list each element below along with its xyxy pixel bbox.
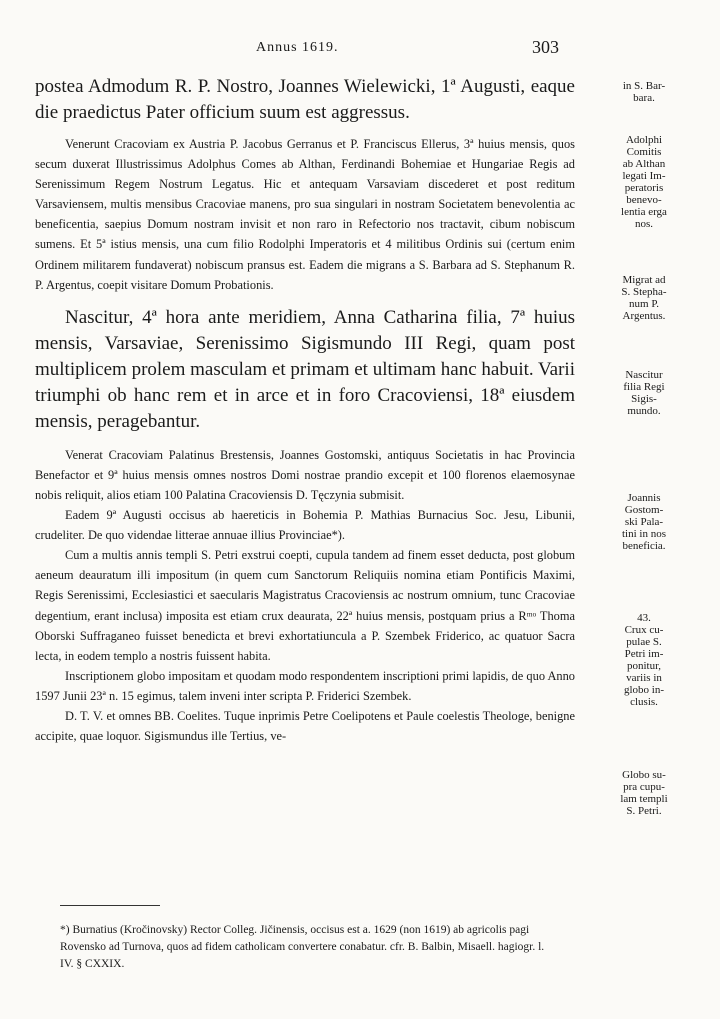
margin-note-line: nos.	[634, 218, 654, 230]
margin-note-line: Adolphi	[625, 134, 663, 146]
margin-note-line: Gostom-	[624, 504, 664, 516]
main-text	[35, 74, 575, 746]
paragraph-1: postea Admodum R. P. Nostro, Joannes Wielewicki, 1ª Augusti, eaque die praedictus Pater officium suum est aggressus.	[35, 76, 575, 123]
margin-note	[574, 492, 714, 552]
margin-note-line: num P.	[629, 298, 659, 310]
margin-note-line: filia Regi	[623, 381, 665, 393]
margin-note	[574, 274, 714, 322]
margin-note	[574, 134, 714, 230]
page-number: 303	[532, 37, 559, 57]
margin-note-line: tini in nos	[621, 528, 666, 540]
margin-note-line: 43.	[637, 612, 651, 624]
margin-note	[574, 369, 714, 417]
margin-note-line: in S. Bar-	[622, 80, 666, 92]
margin-note-line: ab Althan	[622, 158, 666, 170]
margin-note-line: benevo-	[626, 194, 662, 206]
margin-note-line: mundo.	[627, 405, 661, 417]
footnote: *) Burnatius (Kročinovsky) Rector Colleg. Jičinensis, occisus est a. 1629 (non 1619) ab agricolis pagi Rovensko ad Turnova, quos ad fidem catholicam convertere conabatur. cfr. B. Balbin, Misaell. hagiogr. l. IV. § CXXIX.	[60, 923, 545, 970]
running-title: Annus 1619.	[256, 40, 339, 55]
margin-note-line: pulae S.	[626, 636, 662, 648]
margin-note-line: lentia erga	[621, 206, 667, 218]
margin-note-line: Globo su-	[622, 769, 666, 781]
margin-note	[574, 769, 714, 817]
margin-note-line: bara.	[633, 92, 655, 104]
margin-note-line: peratoris	[624, 182, 664, 194]
paragraph-6: Cum a multis annis templi S. Petri exstrui coepti, cupula tandem ad finem esset deducta, post globum aeneum deauratum illi impositum (in quem cum Sanctorum Reliquiis nomina etiam Pontificis Maximi, Regis Serenissimi, Ecclesiastici et saecularis Magistratus Cracoviensis ac nostrum omnium, tunc Cracoviae degentium, erant inclusa) imposita est etiam crux deaurata, 22ª huius mensis, postquam prius a Rᵐᵒ Thoma Oborski Suffraganeo fuisset benedicta et brevi exhortatiuncula a P. Szembek Friderico, ac quatuor Sacra lecta, in eodem templo a nostris fuissent habita.	[35, 548, 575, 663]
margin-note-line: legati Im-	[622, 170, 666, 182]
margin-note-line: pra cupu-	[623, 781, 665, 793]
margin-note-line: variis in	[626, 672, 662, 684]
paragraph-8: D. T. V. et omnes BB. Coelites. Tuque inprimis Petre Coelipotens et Paule coelestis Theologe, benigne accipite, quae loquor. Sigismundus ille Tertius, ve-	[35, 708, 575, 744]
margin-note-line: Migrat ad	[622, 274, 666, 286]
margin-note-line: Argentus.	[622, 310, 666, 322]
paragraph-3: Nascitur, 4ª hora ante meridiem, Anna Catharina filia, 7ª huius mensis, Varsaviae, Serenissimo Sigismundo III Regi, quam post multiplicem prolem masculam et primam et ultimam hanc habuit. Varii triumphi ob hanc rem et in arce et in foro Cracoviensi, 18ª eiusdem mensis, peragebantur.	[35, 306, 575, 432]
margin-note-line: S. Stepha-	[621, 286, 667, 298]
paragraph-2: Venerunt Cracoviam ex Austria P. Jacobus Gerranus et P. Franciscus Ellerus, 3ª huius mensis, quos secum duxerat Illustrissimus Adolphus Comes ab Althan, Ferdinandi Bohemiae et Hungariae Regis ad Serenissimum Regem Nostrum Legatus. Hic et antequam Varsaviam discederet et post reditum Varsaviensem, multis mensibus Cracoviae manens, pro sua singulari in nostram Societatem benevolentia ac beneficentia, saepius Domum nostram invisit et non raro in Refectorio nos tractavit, cibum nobiscum sumens. Et 5ª istius mensis, una cum filio Rodolphi Imperatoris et 4 militibus Ordinis sui (certum enim Ordinem militarem fundaverat) nobiscum pransus est. Eadem die migrans a S. Barbara ad S. Stephanum R. P. Argentus, coepit visitare Domum Probationis.	[35, 137, 575, 292]
margin-note-line: clusis.	[630, 696, 658, 708]
margin-note-line: S. Petri.	[626, 805, 662, 817]
margin-note-line: Petri im-	[624, 648, 664, 660]
margin-note-line: beneficia.	[622, 540, 666, 552]
paragraph-7: Inscriptionem globo impositam et quodam modo respondentem inscriptioni primi lapidis, de quo Anno 1597 Junii 23ª n. 15 egimus, talem inveni inter scripta P. Friderici Szembek.	[35, 668, 575, 703]
footnote-rule	[60, 905, 160, 906]
margin-note	[574, 612, 714, 708]
margin-note	[574, 80, 714, 104]
margin-note-line: Joannis	[627, 492, 661, 504]
margin-note-line: Comitis	[626, 146, 662, 158]
margin-note-line: globo in-	[623, 684, 665, 696]
margin-note-line: Crux cu-	[624, 624, 664, 636]
paragraph-5: Eadem 9ª Augusti occisus ab haereticis in Bohemia P. Mathias Burnacius Soc. Jesu, Libunii, crudeliter. De quo videndae litterae annuae illius Provinciae*).	[35, 508, 575, 543]
margin-note-line: lam templi	[620, 793, 668, 805]
margin-note-line: Sigis-	[631, 393, 657, 405]
page-header	[0, 37, 720, 62]
paragraph-4: Venerat Cracoviam Palatinus Brestensis, Joannes Gostomski, antiquus Societatis in hac Provincia Benefactor et 9ª huius mensis omnes nostros Domi nostrae prandio excepit et 100 florenos elaemosynae nobis reliquit, alios etiam 100 Palatina Cracoviensis D. Tęczynia submisit.	[35, 447, 575, 502]
margin-note-line: Nascitur	[625, 369, 663, 381]
margin-note-line: ski Pala-	[624, 516, 664, 528]
margin-note-line: ponitur,	[626, 660, 662, 672]
